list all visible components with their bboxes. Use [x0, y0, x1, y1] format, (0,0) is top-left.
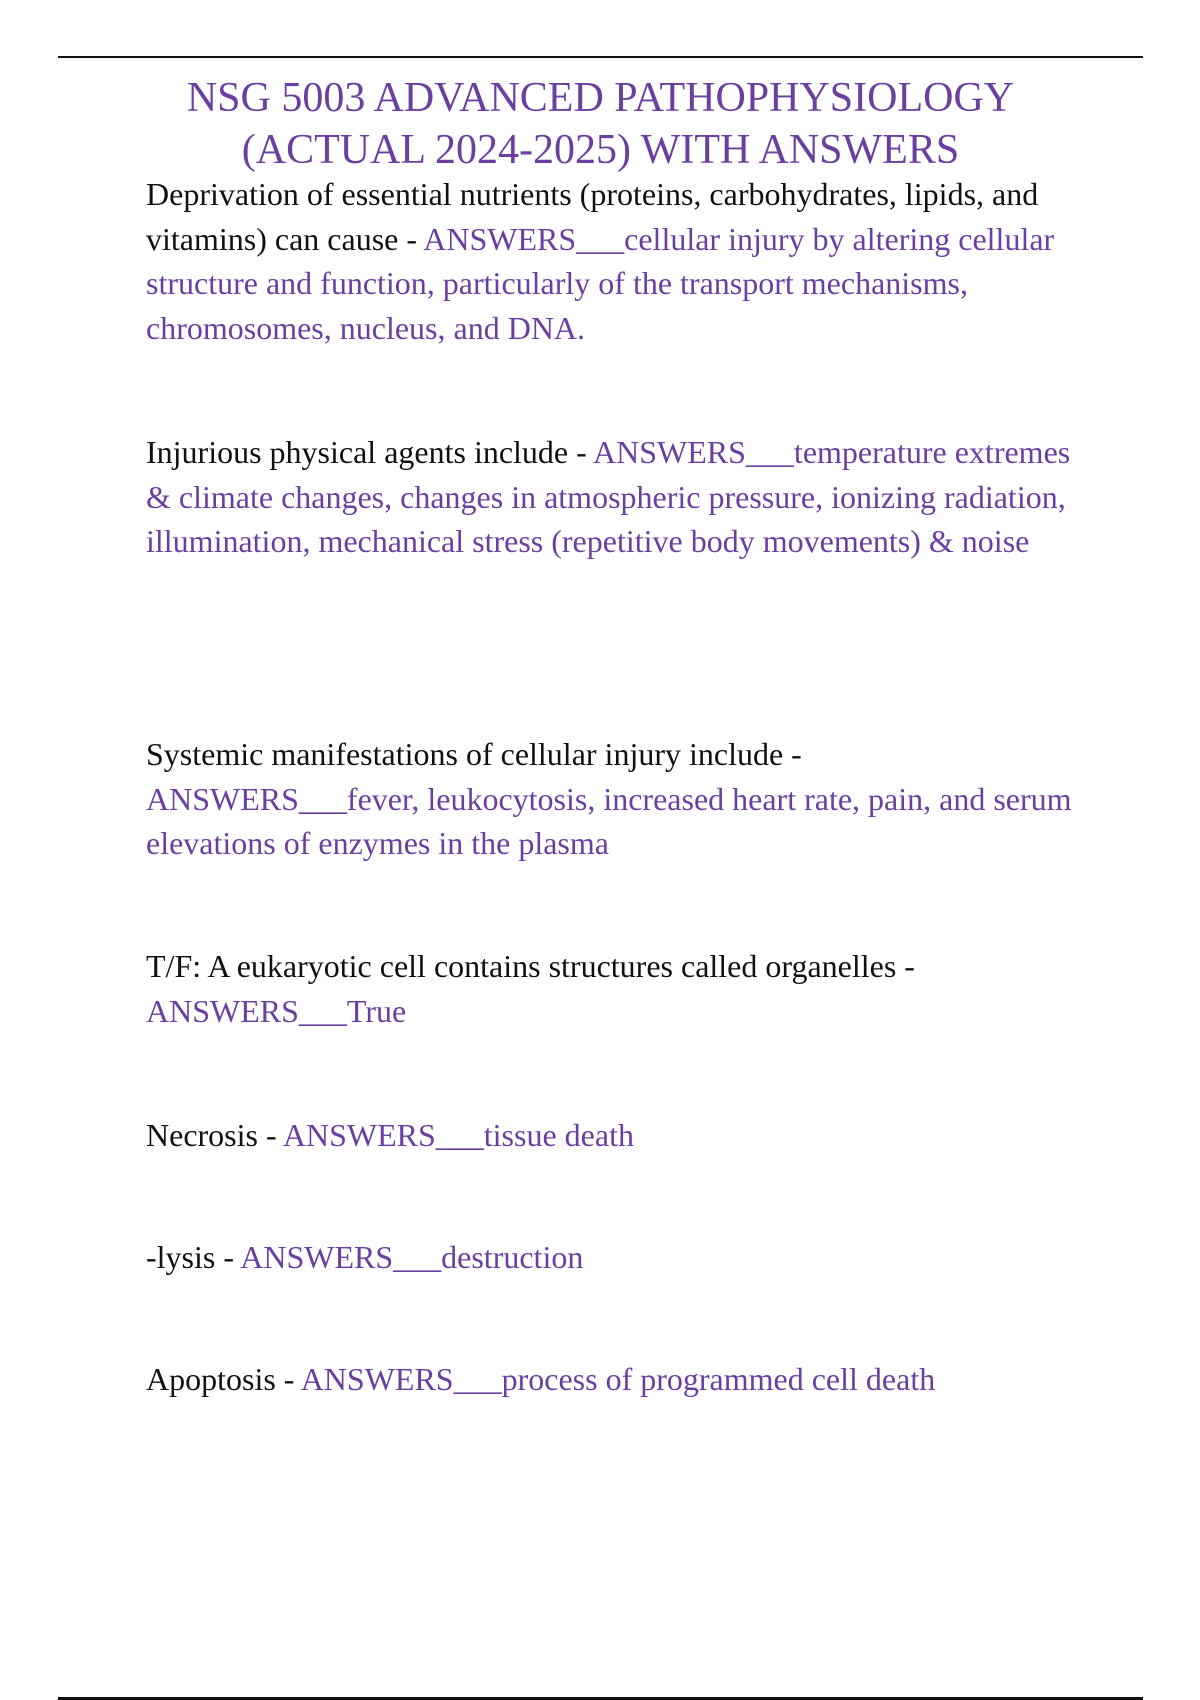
qa-item-lysis — [146, 1235, 1076, 1280]
title-line-2: (ACTUAL 2024-2025) WITH ANSWERS — [241, 127, 960, 173]
question-text: Systemic manifestations of cellular injury include - — [146, 736, 802, 772]
qa-item-physical-agents — [146, 430, 1076, 564]
document-title — [58, 72, 1143, 176]
answer-text: ANSWERS___destruction — [240, 1239, 584, 1275]
answer-text: ANSWERS___True — [146, 992, 407, 1029]
qa-item-nutrients — [146, 172, 1076, 350]
question-text: Necrosis - — [146, 1117, 283, 1153]
answer-text: ANSWERS___cellular injury by altering cellular structure and function, particularly of the transport mechanisms, chromosomes, nucleus, and DNA. — [146, 220, 1055, 346]
question-text: Deprivation of essential nutrients (proteins, carbohydrates, lipids, and vitamins) can cause - — [146, 176, 1039, 257]
title-line-1: NSG 5003 ADVANCED PATHOPHYSIOLOGY — [186, 75, 1015, 121]
question-text: Apoptosis - — [146, 1361, 301, 1397]
qa-item-necrosis — [146, 1113, 1076, 1158]
answer-text: ANSWERS___process of programmed cell death — [300, 1361, 936, 1397]
answer-text: ANSWERS___fever, leukocytosis, increased heart rate, pain, and serum elevations of enzymes in the plasma — [146, 780, 1072, 861]
qa-item-apoptosis — [146, 1357, 1076, 1402]
qa-item-organelles — [146, 944, 1076, 1033]
question-text: T/F: A eukaryotic cell contains structures called organelles - — [146, 948, 915, 984]
question-text: Injurious physical agents include - — [146, 434, 594, 470]
qa-item-systemic-manifestations — [146, 732, 1076, 866]
top-rule — [58, 56, 1143, 58]
answer-text: ANSWERS___temperature extremes & climate changes, changes in atmospheric pressure, ionizing radiation, illumination, mechanical stress (repetitive body movements) & noise — [146, 434, 1071, 559]
answer-text: ANSWERS___tissue death — [282, 1117, 634, 1153]
question-text: -lysis - — [146, 1239, 241, 1275]
